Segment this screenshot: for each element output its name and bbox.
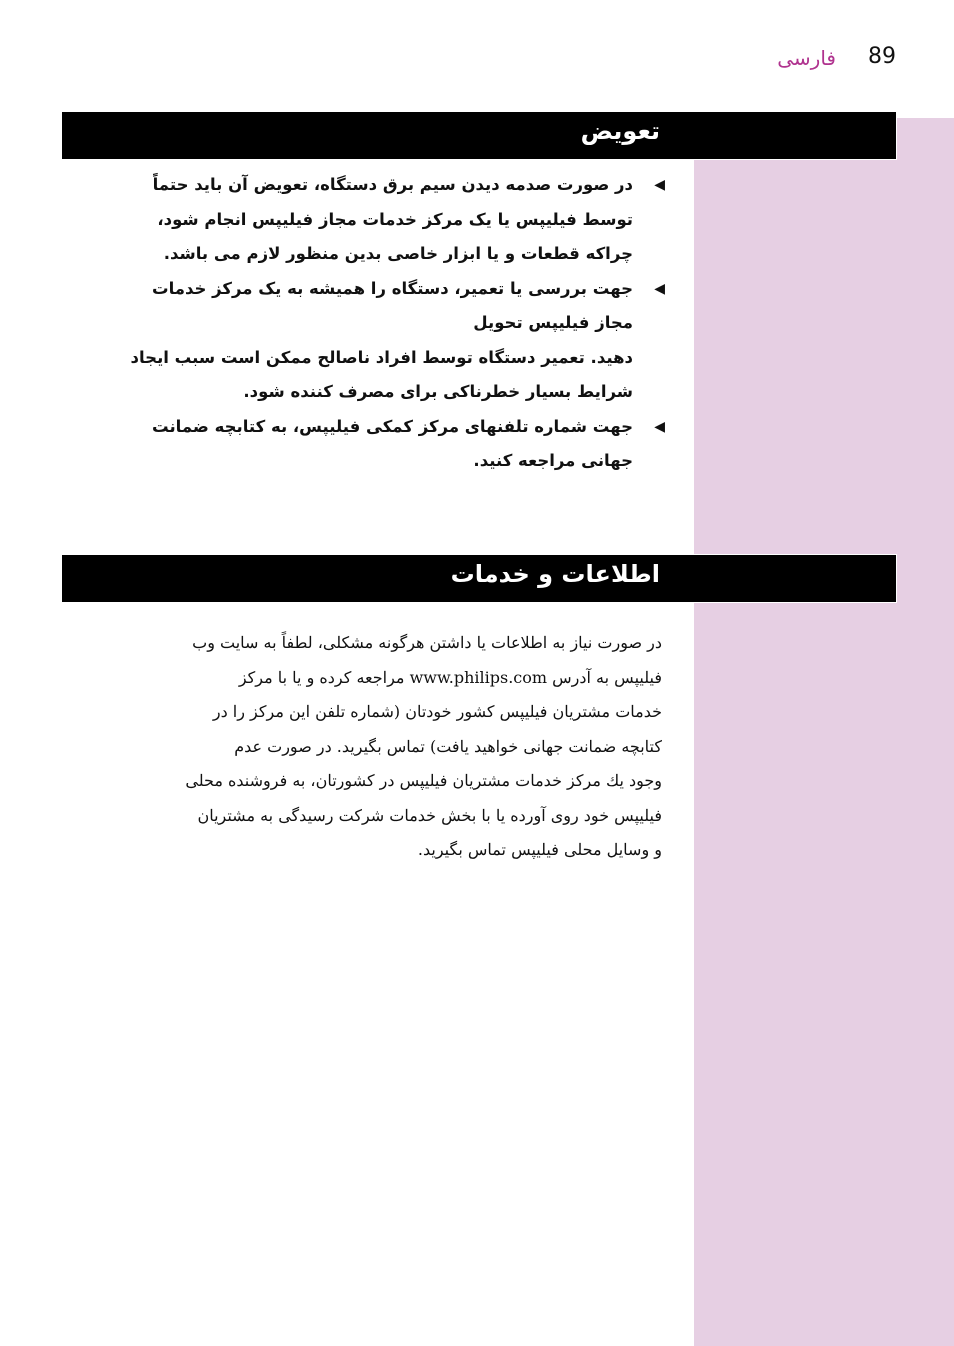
info-paragraph: در صورت نیاز به اطلاعات یا داشتن هرگونه مشکلی، لطفاً به سایت وب فیلیپس به آدرس www.philips.com مراجعه کرده و یا با مرکز خدمات مشتریان فیلیپس کشور خودتان (شماره تلفن این مرکز را در کتابچه ضمانت جهانی خواهید یافت) تماس بگیرید. در صورت عدم وجود یك مرکز خدمات مشتریان فیلیپس در کشورتان، به فروشنده محلی فیلیپس خود روی آورده یا با بخش خدمات شرکت رسیدگی به مشتریان و وسایل محلی فیلیپس تماس بگیرید. [185,633,662,859]
side-color-band [694,118,954,1346]
section-title-info-services: اطلاعات و خدمات [450,560,660,588]
section-bar-replacement [62,112,896,159]
list-item [120,410,665,479]
section-bar-info-services [62,555,896,602]
page-number: 89 [868,44,896,69]
bullet-text: در صورت صدمه دیدن سیم برق دستگاه، تعویض آن باید حتماً توسط فیلیپس یا یک مرکز خدمات مجاز فیلیپس انجام شود، چراکه قطعات و یا ابزار خاصی بدین منظور لازم می باشد. [152,175,633,263]
language-label: فارسی [777,46,836,70]
bullet-text: جهت بررسی یا تعمیر، دستگاه را همیشه به یک مرکز خدمات مجاز فیلیپس تحویل دهید. تعمیر دستگاه توسط افراد ناصالح ممکن است سبب ایجاد شرایط بسیار خطرناکی برای مصرف کننده شود. [130,278,633,401]
bullet-marker-icon: ◀ [654,418,665,435]
section-title-replacement: تعویض [580,117,660,145]
list-item [120,168,665,272]
bullet-marker-icon: ◀ [654,280,665,297]
list-item [120,272,665,410]
bullet-marker-icon: ◀ [654,177,665,193]
replacement-bullet-list [120,168,665,479]
bullet-text: جهت شماره تلفنهای مرکز کمکی فیلیپس، به کتابچه ضمانت جهانی مراجعه کنید. [152,416,633,470]
